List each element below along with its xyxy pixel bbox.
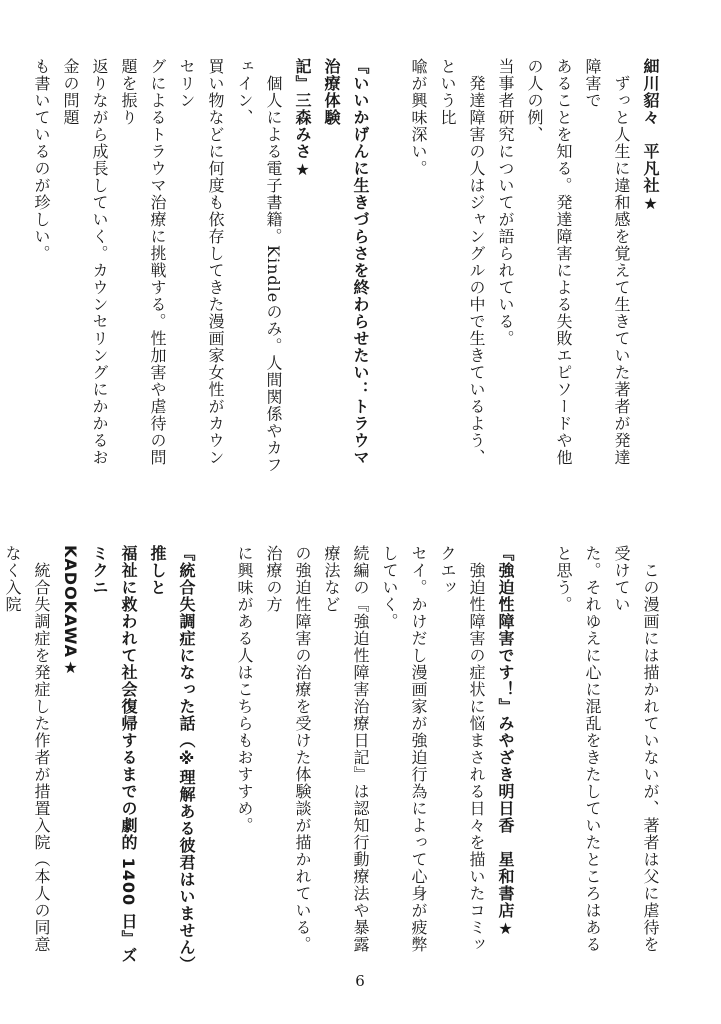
body-text-line: 返りながら成長していく。カウンセリングにかかるお金の問題 (61, 58, 109, 466)
body-text-line: セイ。かけだし漫画家が強迫行為によって心身が疲弊していく。 (380, 545, 428, 953)
body-text-line: 続編の『強迫性障害治療日記』は認知行動療法や暴露療法など (322, 545, 370, 953)
upper-text-block (32, 58, 665, 476)
body-text-line: この漫画には描かれていないが、著者は父に虐待を受けてい (612, 545, 660, 953)
blank-line (0, 58, 27, 476)
body-text-line: 強迫性障害の症状に悩まされる日々を描いたコミックエッ (438, 545, 486, 953)
body-text-line: た。それゆえに心に混乱をきたしていたところはあると思う。 (554, 545, 602, 953)
body-text-line: に興味がある人はこちらもおすすめ。 (235, 545, 254, 834)
page-number: 6 (355, 972, 365, 990)
book-title-line: 『いいかげんに生きづらさを終わらせたい：トラウマ治療体験 (322, 58, 370, 466)
body-text-line: あることを知る。発達障害による失敗エピソードや他の人の例、 (525, 58, 573, 466)
blank-line (375, 58, 404, 476)
body-text-line: 発達障害の人はジャングルの中で生きているよう、という比 (438, 58, 486, 466)
book-title-line: 『統合失調症になった話（※理解ある彼君はいません）推しと (148, 545, 196, 965)
body-text-line: 当事者研究についてが語られている。 (496, 58, 515, 347)
body-text-line: 個人による電子書籍。Kindleのみ。人間関係やカフェイン、 (235, 58, 283, 474)
book-title-line: KADOKAWA★ (61, 545, 80, 679)
blank-line (201, 545, 230, 965)
body-text-line: グによるトラウマ治療に挑戦する。性加害や虐待の問題を振り (119, 58, 167, 466)
body-text-line: も書いているのが珍しい。 (32, 58, 51, 262)
book-title-line: 細川貂々 平凡社★ (641, 58, 660, 214)
body-text-line: ずっと人生に違和感を覚えて生きていた著者が発達障害で (583, 58, 631, 466)
book-title-line: 福祉に救われて社会復帰するまでの劇的 1400 日』ズミクニ (90, 545, 138, 964)
book-title-line: 『強迫性障害です！』みやざき明日香 星和書店★ (496, 545, 515, 939)
body-text-line: 統合失調症を発症した作者が措置入院（本人の同意なく入院 (3, 545, 51, 953)
body-text-line: 買い物などに何度も依存してきた漫画家女性がカウンセリン (177, 58, 225, 466)
body-text-line: 喩が興味深い。 (409, 58, 428, 177)
book-title-line: 記』三森みさ★ (293, 58, 312, 180)
lower-text-block (3, 545, 665, 965)
blank-line (520, 545, 549, 965)
body-text-line: の強迫性障害の治療を受けた体験談が描かれている。治療の方 (264, 545, 312, 953)
